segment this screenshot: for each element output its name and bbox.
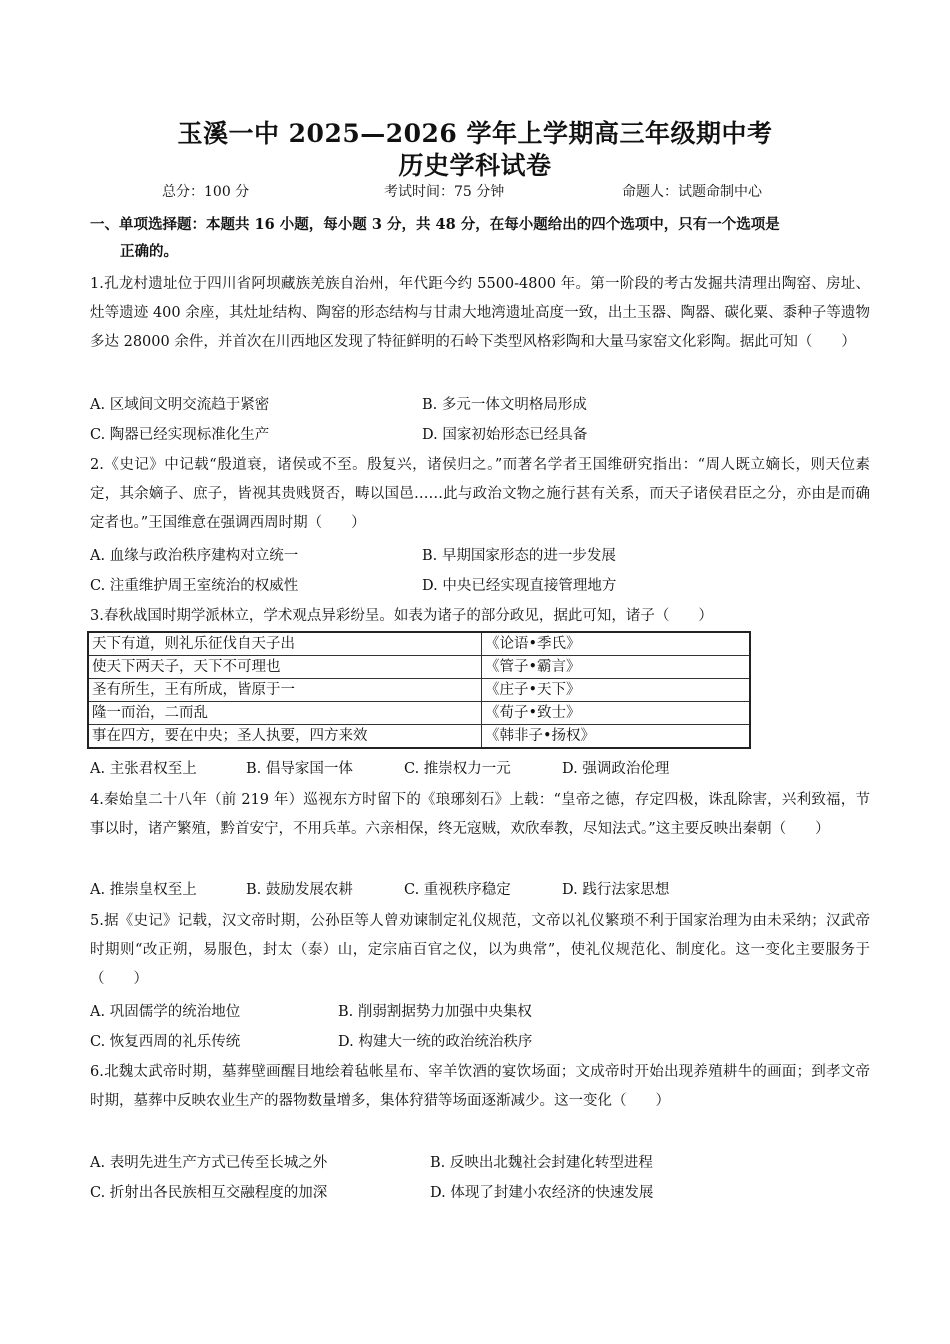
q6-option-d: D. 体现了封建小农经济的快速发展 xyxy=(430,1185,654,1201)
question-5-stem: 5.据《史记》记载，汉文帝时期，公孙臣等人曾劝谏制定礼仪规范，文帝以礼仪繁琐不利于国家治理为由未采纳；汉武帝时期则“改正朔，易服色，封太（泰）山，定宗庙百官之仪，以为典常”，使礼仪规范化、制度化。这一变化主要服务于（ ） xyxy=(90,913,870,987)
table-row xyxy=(88,702,750,725)
table-row xyxy=(88,725,750,749)
q4-option-d: D. 践行法家思想 xyxy=(562,882,670,898)
table-row xyxy=(88,632,750,656)
q4-option-b: B. 鼓励发展农耕 xyxy=(246,882,353,898)
table-cell-source: 《管子•霸言》 xyxy=(482,656,751,679)
exam-title-line1: 玉溪一中 2025—2026 学年上学期高三年级期中考 xyxy=(177,119,773,148)
q3-option-d: D. 强调政治伦理 xyxy=(562,761,670,777)
q5-option-a: A. 巩固儒学的统治地位 xyxy=(90,1004,241,1020)
table-cell-source: 《荀子•致士》 xyxy=(482,702,751,725)
question-1-stem: 1.孔龙村遗址位于四川省阿坝藏族羌族自治州，年代距今约 5500-4800 年。第一阶段的考古发掘共清理出陶窑、房址、灶等遗迹 400 余座，其灶址结构、陶窑的形态结构与甘肃大地湾遗址高度一致，出土玉器、陶器、碳化粟、黍种子等遗物多达 28000 余件，并首次在川西地区发现了特征鲜明的石岭下类型风格彩陶和大量马家窑文化彩陶。据此可知（ ） xyxy=(90,276,870,350)
table-cell-source: 《论语•季氏》 xyxy=(482,632,751,656)
table-row xyxy=(88,679,750,702)
table-cell-view: 隆一而治，二而乱 xyxy=(88,702,482,725)
q6-option-a: A. 表明先进生产方式已传至长城之外 xyxy=(90,1155,328,1171)
section-heading-line1: 一、单项选择题：本题共 16 小题，每小题 3 分，共 48 分，在每小题给出的四个选项中，只有一个选项是 xyxy=(90,216,780,233)
table-row xyxy=(88,656,750,679)
table-cell-view: 天下有道，则礼乐征伐自天子出 xyxy=(88,632,482,656)
viewpoints-table xyxy=(87,631,751,749)
q1-option-b: B. 多元一体文明格局形成 xyxy=(422,397,587,413)
question-2-stem: 2.《史记》中记载“殷道衰，诸侯或不至。殷复兴，诸侯归之。”而著名学者王国维研究指出：“周人既立嫡长，则天位素定，其余嫡子、庶子，皆视其贵贱贤否，畴以国邑……此与政治文物之施行甚有关系，而天子诸侯君臣之分，亦由是而确定者也。”王国维意在强调西周时期（ ） xyxy=(90,457,870,531)
table-cell-view: 使天下两天子，天下不可理也 xyxy=(88,656,482,679)
q3-option-c: C. 推崇权力一元 xyxy=(404,761,511,777)
section-heading-line2: 正确的。 xyxy=(120,243,178,260)
q6-option-b: B. 反映出北魏社会封建化转型进程 xyxy=(430,1155,653,1171)
q6-option-c: C. 折射出各民族相互交融程度的加深 xyxy=(90,1185,328,1201)
q1-option-d: D. 国家初始形态已经具备 xyxy=(422,427,588,443)
table-cell-source: 《韩非子•扬权》 xyxy=(482,725,751,749)
q3-option-a: A. 主张君权至上 xyxy=(90,761,197,777)
table-cell-view: 事在四方，要在中央；圣人执要，四方来效 xyxy=(88,725,482,749)
question-6-stem: 6.北魏太武帝时期，墓葬壁画醒目地绘着毡帐星布、宰羊饮酒的宴饮场面；文成帝时开始出现养殖耕牛的画面；到孝文帝时期，墓葬中反映农业生产的器物数量增多，集体狩猎等场面逐渐减少。这一变化（ ） xyxy=(90,1064,870,1109)
total-score: 总分：100 分 xyxy=(162,184,250,200)
q4-option-a: A. 推崇皇权至上 xyxy=(90,882,197,898)
q1-option-a: A. 区域间文明交流趋于紧密 xyxy=(90,397,270,413)
q5-option-d: D. 构建大一统的政治统治秩序 xyxy=(338,1034,533,1050)
exam-title-line2: 历史学科试卷 xyxy=(398,151,552,180)
question-4-stem: 4.秦始皇二十八年（前 219 年）巡视东方时留下的《琅琊刻石》上载：“皇帝之德，存定四极，诛乱除害，兴利致福，节事以时，诸产繁殖，黔首安宁，不用兵革。六亲相保，终无寇贼，欢欣奉教，尽知法式。”这主要反映出秦朝（ ） xyxy=(90,792,870,837)
q5-option-c: C. 恢复西周的礼乐传统 xyxy=(90,1034,241,1050)
q2-option-b: B. 早期国家形态的进一步发展 xyxy=(422,548,616,564)
q2-option-d: D. 中央已经实现直接管理地方 xyxy=(422,578,617,594)
table-cell-view: 圣有所生，王有所成，皆原于一 xyxy=(88,679,482,702)
q2-option-a: A. 血缘与政治秩序建构对立统一 xyxy=(90,548,299,564)
section-heading xyxy=(90,211,870,265)
q1-option-c: C. 陶器已经实现标准化生产 xyxy=(90,427,270,443)
q4-option-c: C. 重视秩序稳定 xyxy=(404,882,511,898)
table-cell-source: 《庄子•天下》 xyxy=(482,679,751,702)
q2-option-c: C. 注重维护周王室统治的权威性 xyxy=(90,578,299,594)
q3-option-b: B. 倡导家国一体 xyxy=(246,761,353,777)
question-3-stem: 3.春秋战国时期学派林立，学术观点异彩纷呈。如表为诸子的部分政见，据此可知，诸子（ ） xyxy=(90,608,713,624)
q5-option-b: B. 削弱割据势力加强中央集权 xyxy=(338,1004,532,1020)
exam-time: 考试时间：75 分钟 xyxy=(384,184,505,200)
author: 命题人：试题命制中心 xyxy=(622,184,762,200)
